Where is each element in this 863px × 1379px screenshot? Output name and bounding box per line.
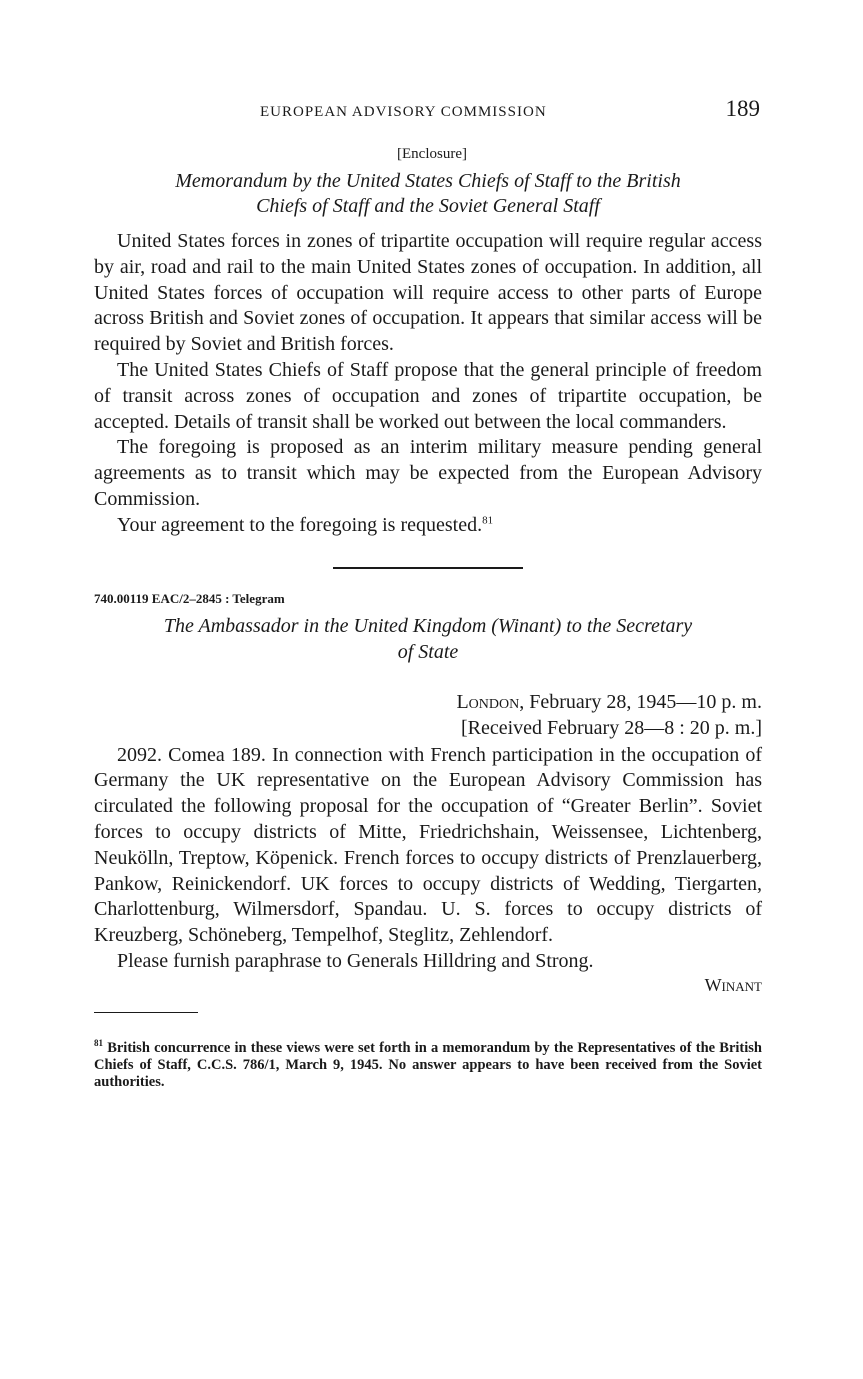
- file-reference: 740.00119 EAC/2–2845 : Telegram: [94, 590, 285, 606]
- memorandum-paragraph: The United States Chiefs of Staff propose that the general principle of freedom of transit across zones of occupation and zones of tripartite occupation, be accepted. Details of transit shall be worked out between the local commanders.: [94, 358, 762, 433]
- telegram-paragraph: 2092. Comea 189. In connection with French participation in the occupation of Germany the UK representative on the European Advisory Commission has circulated the following proposal for the occupation of “Greater Berlin”. Soviet forces to occupy districts of Mitte, Friedrichshain, Weissensee, Lichtenberg, Neukölln, Treptow, Köpenick. French forces to occupy districts of Prenzlauerberg, Pankow, Reinickendorf. UK forces to occupy districts of Wedding, Tiergarten, Charlottenburg, Wilmersdorf, Spandau. U. S. forces to occupy districts of Kreuzberg, Schöneberg, Tempelhof, Steglitz, Zehlendorf.: [94, 743, 762, 947]
- telegram-title-line1: The Ambassador in the United Kingdom (Winant) to the Secretary: [163, 614, 693, 637]
- closing-text: Your agreement to the foregoing is requested.: [117, 513, 483, 536]
- memorandum-body: [94, 229, 762, 539]
- footnote-number: 81: [94, 1037, 103, 1048]
- memorandum-title-line2: Chiefs of Staff and the Soviet General Staff: [256, 195, 600, 217]
- running-head: EUROPEAN ADVISORY COMMISSION: [260, 104, 547, 120]
- memorandum-title-line1: Memorandum by the United States Chiefs of Staff to the British: [175, 170, 681, 192]
- dateline-received: [Received February 28—8 : 20 p. m.]: [460, 716, 762, 739]
- page-header: [94, 92, 762, 132]
- section-divider: [333, 567, 523, 569]
- dateline-datetime: , February 28, 1945—10 p. m.: [519, 690, 762, 713]
- footnote-divider: [94, 1012, 198, 1013]
- memorandum-title: [94, 169, 762, 219]
- telegram-title-line2: of State: [397, 640, 459, 663]
- enclosure-label: [Enclosure]: [397, 146, 467, 162]
- memorandum-closing-paragraph: [94, 513, 762, 539]
- signature: Winant: [704, 974, 762, 995]
- footnote: [94, 1035, 762, 1091]
- telegram-paragraph: Please furnish paraphrase to Generals Hilldring and Strong.: [117, 949, 594, 972]
- page-number: 189: [725, 96, 760, 121]
- telegram-body: [94, 743, 762, 975]
- memorandum-paragraph: United States forces in zones of tripartite occupation will require regular access by air, road and rail to the main United States zones of occupation. In addition, all United States forces of occupation will require access to other parts of Europe across British and Soviet zones of occupation. It appears that similar access will be required by Soviet and British forces.: [94, 230, 762, 356]
- dateline-place: London: [456, 690, 520, 713]
- footnote-text: British concurrence in these views were set forth in a memorandum by the Representatives of the British Chiefs of Staff, C.C.S. 786/1, March 9, 1945. No answer appears to have been received from the Soviet authorities.: [94, 1039, 762, 1090]
- dateline: [94, 689, 762, 741]
- dateline-date: [94, 689, 762, 715]
- document-page: [94, 92, 762, 1091]
- memorandum-paragraph: The foregoing is proposed as an interim military measure pending general agreements as to transit which may be expected from the European Advisory Commission.: [94, 436, 762, 510]
- telegram-title: [94, 613, 762, 665]
- footnote-reference: 81: [482, 514, 494, 527]
